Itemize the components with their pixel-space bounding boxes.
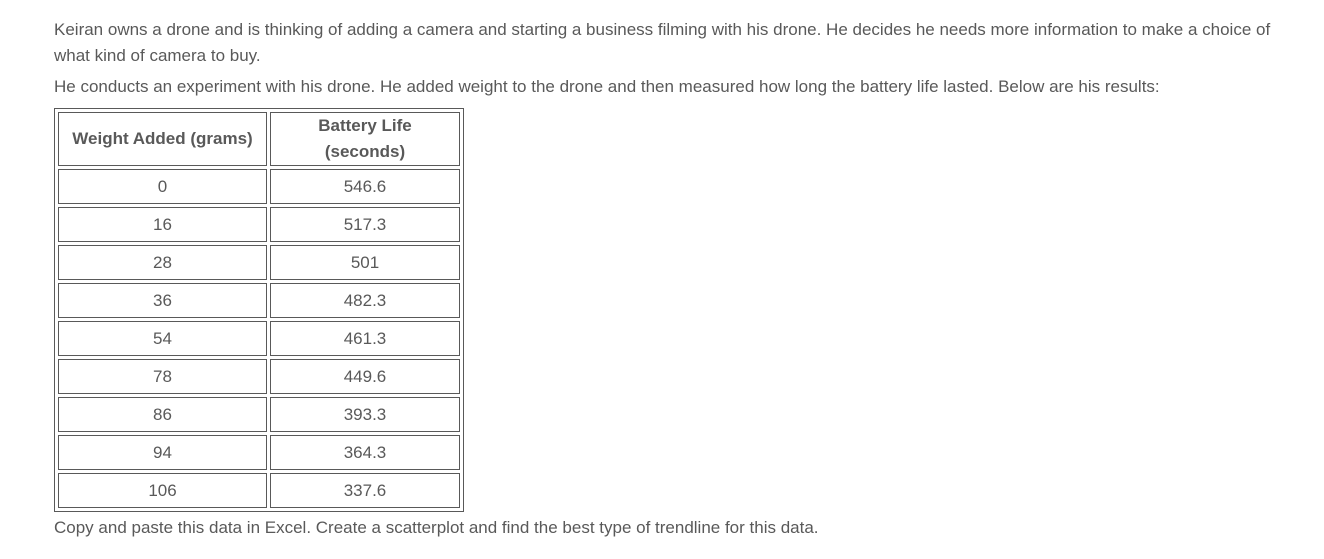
question-content: [54, 17, 1284, 541]
weight-cell: 54: [58, 321, 267, 356]
table-row: [58, 245, 460, 280]
weight-cell: 106: [58, 473, 267, 508]
weight-cell: 16: [58, 207, 267, 242]
battery-cell: 393.3: [270, 397, 460, 432]
table-row: [58, 359, 460, 394]
weight-cell: 86: [58, 397, 267, 432]
battery-cell: 461.3: [270, 321, 460, 356]
battery-cell: 501: [270, 245, 460, 280]
weight-cell: 0: [58, 169, 267, 204]
weight-cell: 78: [58, 359, 267, 394]
table-row: [58, 473, 460, 508]
table-row: [58, 397, 460, 432]
battery-cell: 517.3: [270, 207, 460, 242]
experiment-paragraph: He conducts an experiment with his drone. He added weight to the drone and then measured how long the battery life lasted. Below are his results:: [54, 77, 1160, 96]
table-row: [58, 169, 460, 204]
weight-cell: 36: [58, 283, 267, 318]
instruction-paragraph: Copy and paste this data in Excel. Create a scatterplot and find the best type of trendline for this data.: [54, 518, 819, 537]
weight-cell: 94: [58, 435, 267, 470]
results-table: [54, 108, 464, 512]
intro-paragraph: Keiran owns a drone and is thinking of adding a camera and starting a business filming with his drone. He decides he needs more information to make a choice of what kind of camera to buy.: [54, 20, 1271, 65]
table-header-row: [58, 112, 460, 166]
battery-cell: 546.6: [270, 169, 460, 204]
table-body: [58, 169, 460, 508]
table-row: [58, 435, 460, 470]
table-row: [58, 283, 460, 318]
table-row: [58, 207, 460, 242]
header-weight-added: Weight Added (grams): [58, 112, 267, 166]
header-battery-life: Battery Life (seconds): [270, 112, 460, 166]
table-row: [58, 321, 460, 356]
battery-cell: 364.3: [270, 435, 460, 470]
battery-cell: 482.3: [270, 283, 460, 318]
battery-cell: 449.6: [270, 359, 460, 394]
battery-cell: 337.6: [270, 473, 460, 508]
weight-cell: 28: [58, 245, 267, 280]
